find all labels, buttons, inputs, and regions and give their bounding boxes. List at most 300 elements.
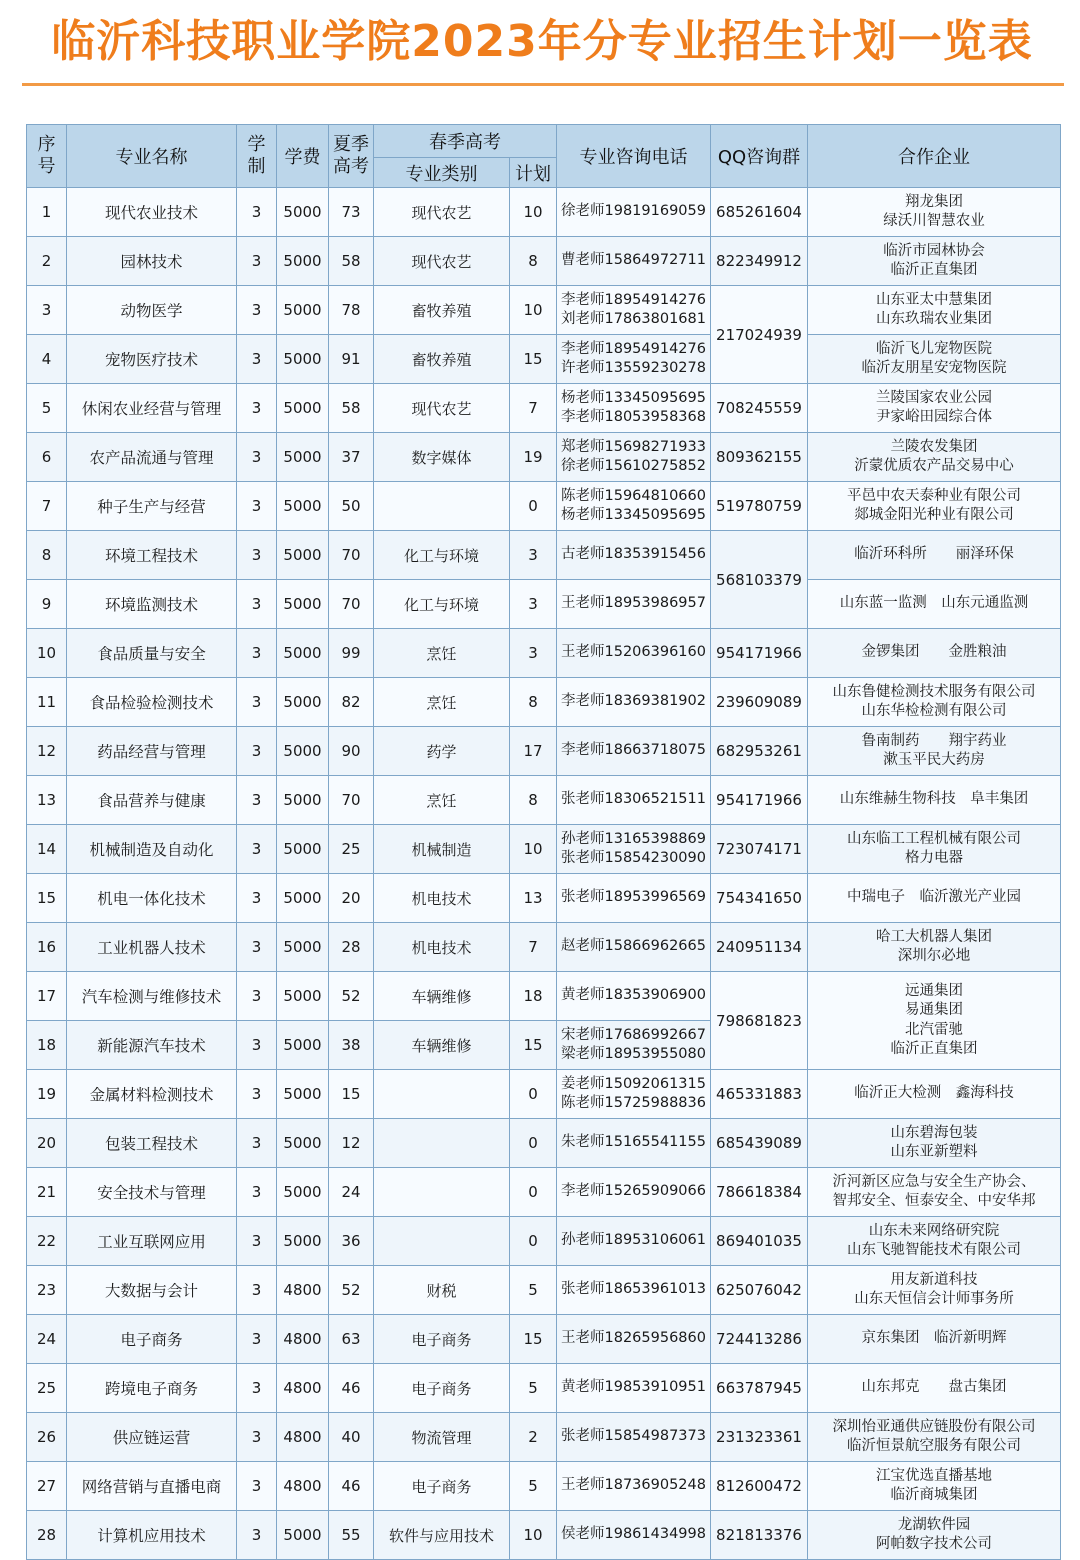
header-fee: 学费 [277, 125, 329, 188]
header-company: 合作企业 [808, 125, 1061, 188]
company-line: 平邑中农天泰种业有限公司 [847, 487, 1021, 504]
cell-years: 3 [237, 1413, 277, 1462]
cell-company [808, 531, 1061, 580]
company-line: 临沂正大检测 鑫海科技 [854, 1085, 1014, 1102]
cell-qq: 954171966 [711, 776, 808, 825]
company-line: 山东华检检测有限公司 [861, 703, 1007, 719]
header-seq [27, 125, 67, 188]
cell-spring-category: 电子商务 [374, 1315, 510, 1364]
header-seq-label: 序 号 [37, 134, 56, 177]
cell-phone [557, 482, 711, 531]
cell-fee: 5000 [277, 825, 329, 874]
cell-phone [557, 1119, 711, 1168]
company-line: 龙湖软件园 [897, 1516, 971, 1533]
cell-summer-score: 82 [329, 678, 374, 727]
company-line: 临沂正直集团 [890, 1041, 978, 1057]
company-line: 易通集团 [905, 1002, 963, 1018]
header-summer-label: 夏季 高考 [333, 134, 369, 177]
cell-company [808, 384, 1061, 433]
company-line: 临沂商城集团 [890, 1487, 978, 1503]
cell-company [808, 433, 1061, 482]
table-row [27, 1511, 1061, 1560]
cell-phone [557, 923, 711, 972]
cell-phone [557, 580, 711, 629]
cell-fee: 5000 [277, 629, 329, 678]
cell-years: 3 [237, 1315, 277, 1364]
cell-qq: 625076042 [711, 1266, 808, 1315]
phone-line: 黄老师19853910951 [561, 1379, 706, 1396]
cell-seq: 11 [27, 678, 67, 727]
cell-spring-category: 车辆维修 [374, 972, 510, 1021]
cell-spring-category: 烹饪 [374, 776, 510, 825]
table-row [27, 531, 1061, 580]
cell-company [808, 1217, 1061, 1266]
cell-years: 3 [237, 1266, 277, 1315]
cell-major: 大数据与会计 [67, 1266, 237, 1315]
cell-summer-score: 63 [329, 1315, 374, 1364]
cell-summer-score: 70 [329, 580, 374, 629]
cell-years: 3 [237, 580, 277, 629]
cell-years: 3 [237, 727, 277, 776]
cell-fee: 5000 [277, 580, 329, 629]
table-row [27, 825, 1061, 874]
cell-fee: 4800 [277, 1315, 329, 1364]
cell-seq: 8 [27, 531, 67, 580]
cell-seq: 13 [27, 776, 67, 825]
cell-qq: 231323361 [711, 1413, 808, 1462]
cell-summer-score: 24 [329, 1168, 374, 1217]
cell-company [808, 727, 1061, 776]
phone-line: 郑老师15698271933 [561, 438, 706, 455]
cell-summer-score: 90 [329, 727, 374, 776]
cell-fee: 5000 [277, 531, 329, 580]
cell-seq: 21 [27, 1168, 67, 1217]
company-line: 尹家峪田园综合体 [876, 409, 992, 425]
cell-spring-plan: 0 [510, 1070, 557, 1119]
cell-spring-category: 机电技术 [374, 874, 510, 923]
cell-spring-plan: 2 [510, 1413, 557, 1462]
phone-line: 孙老师18953106061 [561, 1232, 706, 1249]
company-line: 山东玖瑞农业集团 [876, 311, 992, 327]
company-line: 临沂环科所 丽泽环保 [854, 546, 1014, 563]
cell-company [808, 1315, 1061, 1364]
cell-seq: 10 [27, 629, 67, 678]
company-line: 智邦安全、恒泰安全、中安华邦 [832, 1193, 1036, 1209]
cell-phone [557, 1315, 711, 1364]
cell-major: 计算机应用技术 [67, 1511, 237, 1560]
company-line: 山东邦克 盘古集团 [861, 1379, 1007, 1396]
cell-company [808, 188, 1061, 237]
cell-qq: 519780759 [711, 482, 808, 531]
company-line: 兰陵国家农业公园 [876, 389, 992, 406]
cell-spring-plan: 17 [510, 727, 557, 776]
phone-line: 李老师18369381902 [561, 693, 706, 710]
cell-phone [557, 237, 711, 286]
cell-years: 3 [237, 384, 277, 433]
phone-line: 李老师18053958368 [561, 409, 706, 425]
cell-years: 3 [237, 433, 277, 482]
cell-spring-category: 化工与环境 [374, 580, 510, 629]
cell-major: 安全技术与管理 [67, 1168, 237, 1217]
header-qq: QQ咨询群 [711, 125, 808, 188]
cell-summer-score: 37 [329, 433, 374, 482]
cell-fee: 5000 [277, 286, 329, 335]
cell-seq: 24 [27, 1315, 67, 1364]
header-summer [329, 125, 374, 188]
phone-line: 张老师18953996569 [561, 889, 706, 906]
phone-line: 张老师15854987373 [561, 1428, 706, 1445]
cell-spring-plan: 5 [510, 1462, 557, 1511]
cell-spring-plan: 5 [510, 1266, 557, 1315]
cell-years: 3 [237, 1511, 277, 1560]
table-row [27, 678, 1061, 727]
cell-summer-score: 70 [329, 531, 374, 580]
company-line: 山东亚太中慧集团 [876, 291, 992, 308]
company-line: 沂河新区应急与安全生产协会、 [832, 1173, 1036, 1190]
cell-summer-score: 46 [329, 1462, 374, 1511]
cell-phone [557, 1413, 711, 1462]
cell-qq: 812600472 [711, 1462, 808, 1511]
company-line: 远通集团 [905, 982, 963, 999]
cell-company [808, 580, 1061, 629]
cell-summer-score: 73 [329, 188, 374, 237]
table-row [27, 1070, 1061, 1119]
phone-line: 王老师18265956860 [561, 1330, 706, 1347]
cell-qq: 685261604 [711, 188, 808, 237]
cell-phone [557, 1364, 711, 1413]
company-line: 中瑞电子 临沂激光产业园 [847, 889, 1021, 906]
cell-seq: 25 [27, 1364, 67, 1413]
cell-company [808, 874, 1061, 923]
cell-summer-score: 25 [329, 825, 374, 874]
cell-major: 农产品流通与管理 [67, 433, 237, 482]
cell-major: 汽车检测与维修技术 [67, 972, 237, 1021]
cell-major: 药品经营与管理 [67, 727, 237, 776]
company-line: 鲁南制药 翔宇药业 [861, 732, 1007, 749]
table-row [27, 629, 1061, 678]
cell-seq: 3 [27, 286, 67, 335]
cell-qq: 465331883 [711, 1070, 808, 1119]
cell-company [808, 1070, 1061, 1119]
phone-line: 侯老师19861434998 [561, 1526, 706, 1543]
cell-spring-category: 电子商务 [374, 1364, 510, 1413]
cell-spring-plan: 15 [510, 1021, 557, 1070]
cell-company [808, 678, 1061, 727]
cell-major: 园林技术 [67, 237, 237, 286]
cell-major: 工业互联网应用 [67, 1217, 237, 1266]
cell-major: 动物医学 [67, 286, 237, 335]
cell-seq: 4 [27, 335, 67, 384]
phone-line: 李老师18954914276 [561, 291, 706, 308]
cell-years: 3 [237, 776, 277, 825]
phone-line: 曹老师15864972711 [561, 252, 706, 269]
company-line: 临沂市园林协会 [883, 242, 985, 259]
phone-line: 杨老师13345095695 [561, 389, 706, 406]
cell-spring-plan: 10 [510, 1511, 557, 1560]
company-line: 山东飞驰智能技术有限公司 [847, 1242, 1021, 1258]
cell-years: 3 [237, 188, 277, 237]
company-line: 金锣集团 金胜粮油 [861, 644, 1007, 661]
cell-years: 3 [237, 531, 277, 580]
company-line: 北汽雷驰 [905, 1021, 963, 1038]
company-line: 翔龙集团 [905, 193, 963, 210]
table-row [27, 482, 1061, 531]
cell-seq: 26 [27, 1413, 67, 1462]
cell-company [808, 286, 1061, 335]
cell-phone [557, 776, 711, 825]
cell-fee: 5000 [277, 972, 329, 1021]
cell-spring-category: 化工与环境 [374, 531, 510, 580]
cell-qq: 708245559 [711, 384, 808, 433]
cell-qq: 821813376 [711, 1511, 808, 1560]
cell-fee: 5000 [277, 1168, 329, 1217]
header-major: 专业名称 [67, 125, 237, 188]
cell-years: 3 [237, 1217, 277, 1266]
cell-years: 3 [237, 1168, 277, 1217]
phone-line: 黄老师18353906900 [561, 987, 706, 1004]
cell-phone [557, 874, 711, 923]
phone-line: 张老师18306521511 [561, 791, 706, 808]
cell-qq: 798681823 [711, 972, 808, 1070]
cell-years: 3 [237, 1021, 277, 1070]
cell-company [808, 776, 1061, 825]
table-row [27, 923, 1061, 972]
cell-seq: 12 [27, 727, 67, 776]
cell-years: 3 [237, 1119, 277, 1168]
company-line: 深圳怡亚通供应链股份有限公司 [832, 1418, 1036, 1435]
cell-phone [557, 286, 711, 335]
cell-qq: 869401035 [711, 1217, 808, 1266]
cell-major: 机械制造及自动化 [67, 825, 237, 874]
cell-spring-plan: 5 [510, 1364, 557, 1413]
cell-spring-plan: 3 [510, 531, 557, 580]
cell-fee: 5000 [277, 384, 329, 433]
cell-qq: 724413286 [711, 1315, 808, 1364]
cell-spring-plan: 8 [510, 678, 557, 727]
cell-seq: 1 [27, 188, 67, 237]
cell-years: 3 [237, 1364, 277, 1413]
cell-summer-score: 46 [329, 1364, 374, 1413]
cell-fee: 5000 [277, 1119, 329, 1168]
cell-phone [557, 1070, 711, 1119]
cell-company [808, 335, 1061, 384]
cell-fee: 5000 [277, 874, 329, 923]
cell-major: 机电一体化技术 [67, 874, 237, 923]
cell-qq: 786618384 [711, 1168, 808, 1217]
cell-company [808, 1413, 1061, 1462]
cell-summer-score: 38 [329, 1021, 374, 1070]
cell-major: 宠物医疗技术 [67, 335, 237, 384]
company-line: 郯城金阳光种业有限公司 [854, 507, 1014, 523]
table-row [27, 384, 1061, 433]
cell-summer-score: 58 [329, 237, 374, 286]
cell-qq: 568103379 [711, 531, 808, 629]
cell-qq: 723074171 [711, 825, 808, 874]
cell-spring-category [374, 1217, 510, 1266]
phone-line: 赵老师15866962665 [561, 938, 706, 955]
cell-fee: 5000 [277, 1217, 329, 1266]
cell-years: 3 [237, 1462, 277, 1511]
cell-qq: 685439089 [711, 1119, 808, 1168]
cell-years: 3 [237, 972, 277, 1021]
cell-spring-category: 物流管理 [374, 1413, 510, 1462]
company-line: 山东亚新塑料 [890, 1144, 978, 1160]
cell-spring-plan: 19 [510, 433, 557, 482]
cell-qq: 809362155 [711, 433, 808, 482]
phone-line: 陈老师15964810660 [561, 487, 706, 504]
company-line: 临沂恒景航空服务有限公司 [847, 1438, 1021, 1454]
cell-summer-score: 58 [329, 384, 374, 433]
cell-company [808, 825, 1061, 874]
company-line: 江宝优选直播基地 [876, 1467, 992, 1484]
cell-years: 3 [237, 825, 277, 874]
cell-years: 3 [237, 678, 277, 727]
cell-seq: 20 [27, 1119, 67, 1168]
header-years-label: 学 制 [247, 134, 266, 177]
cell-major: 包装工程技术 [67, 1119, 237, 1168]
table-row [27, 1217, 1061, 1266]
table-body [27, 188, 1061, 1560]
cell-summer-score: 40 [329, 1413, 374, 1462]
company-line: 山东未来网络研究院 [868, 1222, 1000, 1239]
cell-phone [557, 188, 711, 237]
phone-line: 徐老师19819169059 [561, 203, 706, 220]
cell-spring-category: 数字媒体 [374, 433, 510, 482]
cell-qq: 822349912 [711, 237, 808, 286]
cell-seq: 17 [27, 972, 67, 1021]
company-line: 山东维赫生物科技 阜丰集团 [839, 791, 1029, 808]
phone-line: 陈老师15725988836 [561, 1095, 706, 1111]
cell-spring-category: 现代农艺 [374, 188, 510, 237]
phone-line: 李老师18663718075 [561, 742, 706, 759]
cell-major: 食品营养与健康 [67, 776, 237, 825]
cell-phone [557, 1217, 711, 1266]
table-row [27, 1364, 1061, 1413]
company-line: 绿沃川智慧农业 [883, 213, 985, 229]
cell-phone [557, 678, 711, 727]
cell-summer-score: 52 [329, 1266, 374, 1315]
phone-line: 宋老师17686992667 [561, 1026, 706, 1043]
company-line: 山东鲁健检测技术服务有限公司 [832, 683, 1036, 700]
phone-line: 张老师15854230090 [561, 850, 706, 866]
cell-phone [557, 629, 711, 678]
table-row [27, 776, 1061, 825]
cell-spring-plan: 0 [510, 1217, 557, 1266]
cell-spring-plan: 13 [510, 874, 557, 923]
cell-qq: 663787945 [711, 1364, 808, 1413]
table-row [27, 1462, 1061, 1511]
company-line: 用友新道科技 [890, 1271, 978, 1288]
phone-line: 王老师18953986957 [561, 595, 706, 612]
phone-line: 张老师18653961013 [561, 1281, 706, 1298]
cell-company [808, 1119, 1061, 1168]
company-line: 深圳尔必地 [897, 948, 971, 964]
table-row [27, 972, 1061, 1021]
cell-spring-category: 财税 [374, 1266, 510, 1315]
cell-major: 供应链运营 [67, 1413, 237, 1462]
phone-line: 杨老师13345095695 [561, 507, 706, 523]
phone-line: 王老师18736905248 [561, 1477, 706, 1494]
cell-spring-category [374, 1168, 510, 1217]
table-row [27, 1168, 1061, 1217]
cell-major: 工业机器人技术 [67, 923, 237, 972]
cell-major: 环境监测技术 [67, 580, 237, 629]
cell-qq: 217024939 [711, 286, 808, 384]
cell-fee: 5000 [277, 727, 329, 776]
cell-spring-plan: 10 [510, 188, 557, 237]
header-spring-category: 专业类别 [374, 158, 510, 188]
cell-phone [557, 1266, 711, 1315]
company-line: 临沂正直集团 [890, 262, 978, 278]
cell-fee: 5000 [277, 335, 329, 384]
company-line: 山东蓝一监测 山东元通监测 [839, 595, 1029, 612]
cell-fee: 4800 [277, 1413, 329, 1462]
cell-spring-category: 畜牧养殖 [374, 335, 510, 384]
cell-spring-category: 机械制造 [374, 825, 510, 874]
cell-summer-score: 55 [329, 1511, 374, 1560]
header-phone: 专业咨询电话 [557, 125, 711, 188]
cell-years: 3 [237, 286, 277, 335]
cell-company [808, 629, 1061, 678]
cell-fee: 4800 [277, 1462, 329, 1511]
cell-spring-plan: 3 [510, 629, 557, 678]
header-years [237, 125, 277, 188]
cell-company [808, 1462, 1061, 1511]
header-spring: 春季高考 [374, 125, 557, 158]
cell-company [808, 1168, 1061, 1217]
cell-seq: 9 [27, 580, 67, 629]
cell-phone [557, 727, 711, 776]
cell-years: 3 [237, 1070, 277, 1119]
company-line: 阿帕数字技术公司 [876, 1536, 992, 1552]
table-row [27, 1119, 1061, 1168]
cell-qq: 954171966 [711, 629, 808, 678]
phone-line: 王老师15206396160 [561, 644, 706, 661]
cell-fee: 4800 [277, 1364, 329, 1413]
company-line: 沂蒙优质农产品交易中心 [854, 458, 1014, 474]
cell-major: 种子生产与经营 [67, 482, 237, 531]
cell-phone [557, 335, 711, 384]
phone-line: 孙老师13165398869 [561, 830, 706, 847]
company-line: 山东碧海包装 [890, 1124, 978, 1141]
table-row [27, 1413, 1061, 1462]
cell-major: 金属材料检测技术 [67, 1070, 237, 1119]
cell-major: 环境工程技术 [67, 531, 237, 580]
cell-seq: 22 [27, 1217, 67, 1266]
phone-line: 梁老师18953955080 [561, 1046, 706, 1062]
cell-seq: 18 [27, 1021, 67, 1070]
enrollment-plan-table [26, 124, 1061, 1560]
cell-summer-score: 36 [329, 1217, 374, 1266]
cell-fee: 5000 [277, 678, 329, 727]
cell-seq: 14 [27, 825, 67, 874]
cell-major: 新能源汽车技术 [67, 1021, 237, 1070]
company-line: 临沂友朋星安宠物医院 [861, 360, 1007, 376]
cell-spring-category: 机电技术 [374, 923, 510, 972]
table-row [27, 237, 1061, 286]
cell-phone [557, 433, 711, 482]
cell-spring-category [374, 1119, 510, 1168]
cell-fee: 5000 [277, 482, 329, 531]
cell-qq: 239609089 [711, 678, 808, 727]
table-row [27, 1315, 1061, 1364]
cell-years: 3 [237, 923, 277, 972]
table-row [27, 1266, 1061, 1315]
cell-spring-plan: 7 [510, 384, 557, 433]
cell-years: 3 [237, 629, 277, 678]
phone-line: 许老师13559230278 [561, 360, 706, 376]
cell-fee: 5000 [277, 237, 329, 286]
